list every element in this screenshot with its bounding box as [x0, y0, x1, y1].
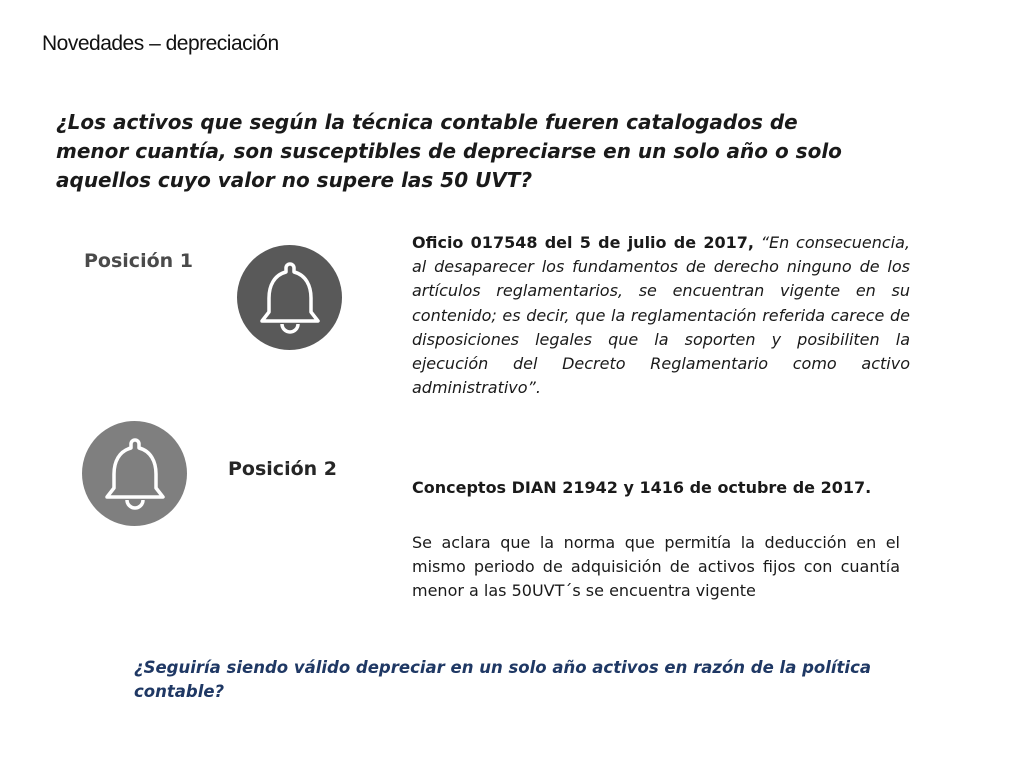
position-1-label: Posición 1 — [84, 250, 193, 272]
position-2-body: Se aclara que la norma que permitía la deducción en el mismo periodo de adquisición de activos fijos con cuantía menor a las 50UVT´s se encuentra vigente — [412, 533, 900, 600]
closing-question: ¿Seguiría siendo válido depreciar en un solo año activos en razón de la política contable? — [134, 658, 871, 701]
position-2-source: Conceptos DIAN 21942 y 1416 de octubre de 2017. — [412, 478, 872, 497]
position-1-quote: “En consecuencia, al desaparecer los fundamentos de derecho ninguno de los artículos reglamentarios, se encuentran vigente en su contenido; es decir, que la reglamentación referida carece de disposiciones legales que la soporten y posibiliten la ejecución del Decreto Reglamentario como activo administrativo”. — [412, 233, 911, 398]
position-2-label: Posición 2 — [228, 458, 337, 480]
position-1-citation — [412, 231, 910, 400]
position-1-source: Oficio 017548 del 5 de julio de 2017, — [412, 233, 754, 252]
bell-icon — [100, 434, 170, 514]
page-title: Novedades – depreciación — [42, 32, 279, 55]
position-1-badge — [237, 245, 342, 350]
position-2-badge — [82, 421, 187, 526]
main-question: ¿Los activos que según la técnica contable fueren catalogados de menor cuantía, son susceptibles de depreciarse en un solo año o solo aquellos cuyo valor no supere las 50 UVT? — [56, 110, 842, 192]
bell-icon — [255, 258, 325, 338]
